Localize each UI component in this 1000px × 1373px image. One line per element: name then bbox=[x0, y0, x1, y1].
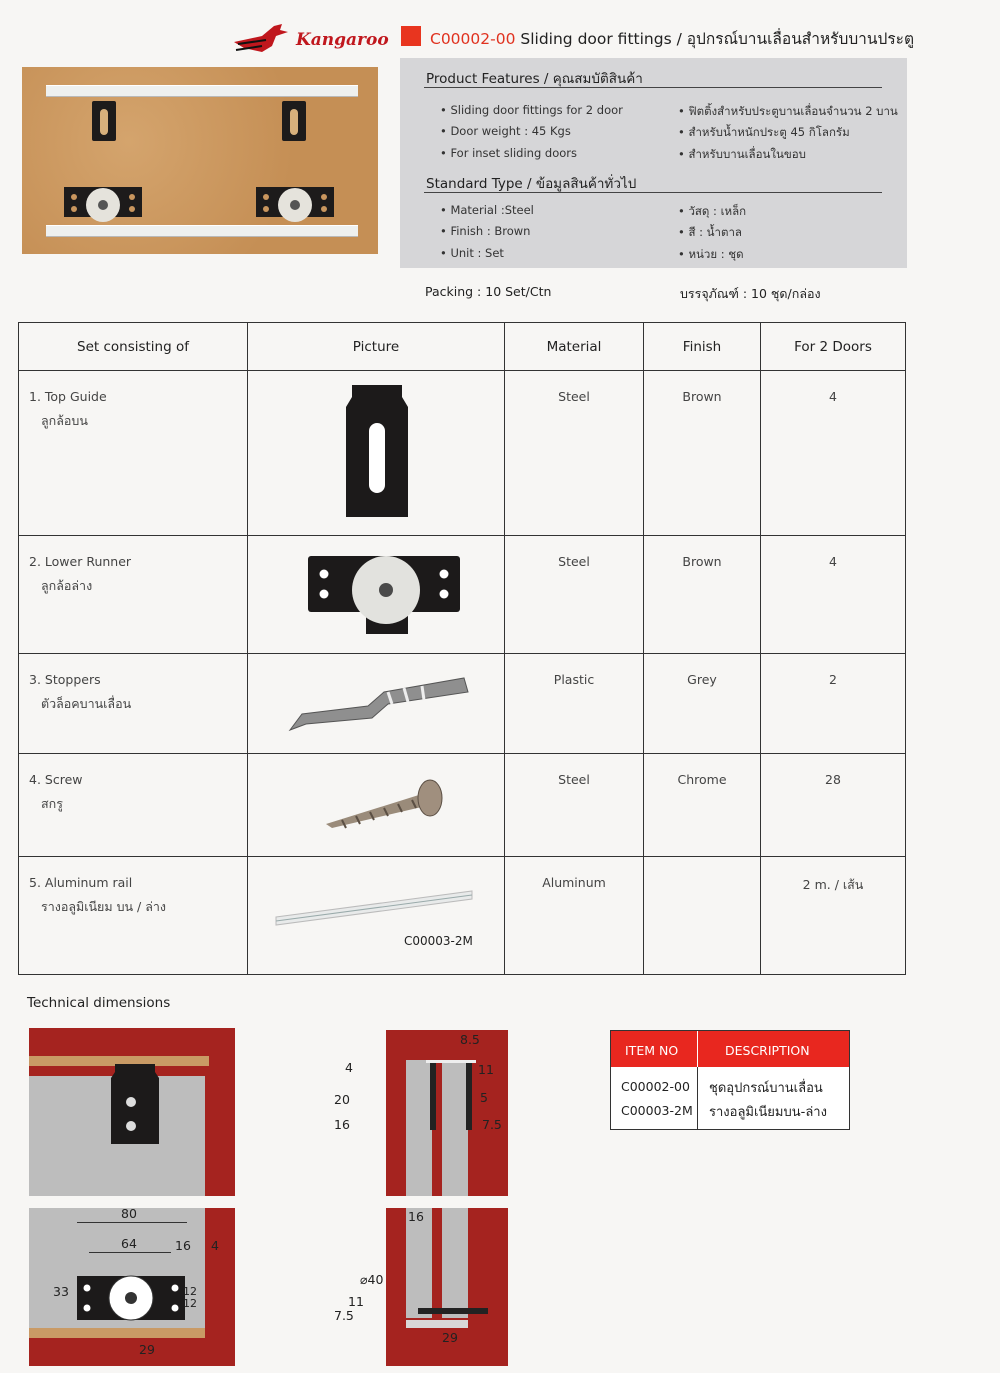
item-qty: 4 bbox=[761, 536, 906, 654]
product-title: Sliding door fittings / อุปกรณ์บานเลื่อนสำหรับบานประตู bbox=[520, 30, 915, 48]
standard-item: • Finish : Brown bbox=[440, 224, 531, 238]
feature-item: • Door weight : 45 Kgs bbox=[440, 124, 571, 138]
packing-en: Packing : 10 Set/Ctn bbox=[425, 284, 552, 299]
item-picture bbox=[248, 654, 505, 754]
feature-item: • Sliding door fittings for 2 door bbox=[440, 103, 623, 117]
col-set: Set consisting of bbox=[19, 323, 248, 371]
dim-label: 4 bbox=[345, 1060, 353, 1075]
item-material: Steel bbox=[505, 754, 644, 857]
rail-code: C00003-2M bbox=[404, 934, 473, 948]
legend-desc: ชุดอุปกรณ์บานเลื่อน bbox=[709, 1081, 823, 1096]
legend-col-item: ITEM NO bbox=[625, 1043, 679, 1058]
divider bbox=[424, 87, 882, 88]
feature-item-thai: • สำหรับน้ำหนักประตู 45 กิโลกรัม bbox=[678, 125, 850, 139]
table-row bbox=[19, 654, 906, 754]
item-qty: 2 m. / เส้น bbox=[761, 857, 906, 975]
dim-label: 29 bbox=[442, 1330, 458, 1345]
top-guide-photo-icon bbox=[280, 99, 308, 143]
dim-label: 16 bbox=[408, 1209, 424, 1224]
components-table bbox=[18, 322, 906, 975]
item-finish: Chrome bbox=[644, 754, 761, 857]
standard-item-thai: • วัสดุ : เหล็ก bbox=[678, 204, 747, 218]
lower-runner-icon bbox=[306, 550, 466, 640]
item-name: 4. Screw bbox=[29, 772, 83, 787]
divider bbox=[424, 192, 882, 193]
page-title bbox=[430, 26, 914, 51]
item-qty: 2 bbox=[761, 654, 906, 754]
dim-label: 11 bbox=[348, 1294, 364, 1309]
item-name-thai: สกรู bbox=[41, 796, 63, 811]
col-material: Material bbox=[505, 323, 644, 371]
item-name: 1. Top Guide bbox=[29, 389, 107, 404]
legend-header bbox=[611, 1031, 849, 1067]
legend-col-desc: DESCRIPTION bbox=[725, 1043, 810, 1058]
item-name-thai: ลูกล้อล่าง bbox=[41, 578, 93, 593]
dim-label: 12 bbox=[183, 1285, 197, 1298]
dim-label: 11 bbox=[478, 1062, 494, 1077]
table-header-row bbox=[19, 323, 906, 371]
table-row bbox=[19, 857, 906, 975]
dim-label: 7.5 bbox=[334, 1308, 354, 1323]
top-guide-icon bbox=[344, 383, 410, 523]
top-guide-drawing bbox=[29, 1028, 235, 1196]
standard-heading: Standard Type / ข้อมูลสินค้าทั่วไป bbox=[426, 176, 637, 192]
item-material: Plastic bbox=[505, 654, 644, 754]
feature-item-thai: • สำหรับบานเลื่อนในขอบ bbox=[678, 147, 806, 161]
legend-body bbox=[611, 1067, 849, 1129]
col-qty: For 2 Doors bbox=[761, 323, 906, 371]
dim-label: 20 bbox=[334, 1092, 350, 1107]
top-rail bbox=[46, 85, 358, 97]
dim-label: 33 bbox=[53, 1284, 69, 1299]
item-material: Aluminum bbox=[505, 857, 644, 975]
item-finish: Brown bbox=[644, 371, 761, 536]
top-guide-drawing-icon bbox=[109, 1062, 161, 1146]
col-picture: Picture bbox=[248, 323, 505, 371]
bottom-rail bbox=[46, 225, 358, 237]
item-name: 3. Stoppers bbox=[29, 672, 101, 687]
dim-label: 12 bbox=[183, 1297, 197, 1310]
item-picture bbox=[248, 857, 505, 975]
col-finish: Finish bbox=[644, 323, 761, 371]
item-legend bbox=[610, 1030, 850, 1130]
packing-th: บรรจุภัณฑ์ : 10 ชุด/กล่อง bbox=[680, 286, 821, 301]
item-picture bbox=[248, 536, 505, 654]
dim-label: 7.5 bbox=[482, 1117, 502, 1132]
features-panel bbox=[400, 58, 907, 268]
item-finish: Grey bbox=[644, 654, 761, 754]
table-row bbox=[19, 371, 906, 536]
table-row bbox=[19, 536, 906, 654]
dim-label: 16 bbox=[175, 1238, 191, 1253]
brand-name: Kangaroo bbox=[296, 30, 389, 50]
item-finish bbox=[644, 857, 761, 975]
item-name-thai: ตัวล็อคบานเลื่อน bbox=[41, 696, 132, 711]
dim-label: 5 bbox=[480, 1090, 488, 1105]
dim-label: 29 bbox=[139, 1342, 155, 1357]
item-picture bbox=[248, 754, 505, 857]
dim-label: 8.5 bbox=[460, 1032, 480, 1047]
feature-item-thai: • ฟิตติ้งสำหรับประตูบานเลื่อนจำนวน 2 บาน bbox=[678, 104, 898, 118]
item-name: 2. Lower Runner bbox=[29, 554, 132, 569]
tech-heading: Technical dimensions bbox=[27, 995, 171, 1011]
legend-desc: รางอลูมิเนียมบน-ล่าง bbox=[709, 1105, 827, 1120]
kangaroo-logo bbox=[232, 22, 389, 58]
item-name-thai: ลูกล้อบน bbox=[41, 413, 88, 428]
top-guide-photo-icon bbox=[90, 99, 118, 143]
aluminum-rail-icon bbox=[274, 887, 474, 927]
product-code: C00002-00 bbox=[430, 30, 516, 48]
item-material: Steel bbox=[505, 536, 644, 654]
item-qty: 4 bbox=[761, 371, 906, 536]
kangaroo-icon bbox=[232, 22, 296, 58]
product-photo bbox=[22, 67, 378, 254]
item-name-thai: รางอลูมิเนียม บน / ล่าง bbox=[41, 899, 167, 914]
legend-item: C00003-2M bbox=[621, 1103, 693, 1118]
dim-label: 80 bbox=[121, 1206, 137, 1221]
standard-item: • Material :Steel bbox=[440, 203, 534, 217]
top-section-drawing bbox=[386, 1030, 508, 1196]
item-finish: Brown bbox=[644, 536, 761, 654]
standard-item-thai: • หน่วย : ชุด bbox=[678, 247, 744, 261]
table-row bbox=[19, 754, 906, 857]
title-marker bbox=[401, 26, 421, 46]
lower-runner-drawing-icon bbox=[75, 1270, 187, 1334]
dim-label: 64 bbox=[121, 1236, 137, 1251]
stopper-icon bbox=[288, 674, 478, 736]
lower-runner-photo-icon bbox=[254, 183, 336, 225]
item-picture bbox=[248, 371, 505, 536]
lower-runner-drawing bbox=[29, 1208, 235, 1366]
features-heading: Product Features / คุณสมบัติสินค้า bbox=[426, 71, 643, 87]
item-qty: 28 bbox=[761, 754, 906, 857]
legend-item: C00002-00 bbox=[621, 1079, 690, 1094]
standard-item: • Unit : Set bbox=[440, 246, 504, 260]
dim-label: ⌀40 bbox=[360, 1272, 384, 1287]
dim-label: 16 bbox=[334, 1117, 350, 1132]
item-material: Steel bbox=[505, 371, 644, 536]
dim-label: 4 bbox=[211, 1238, 219, 1253]
feature-item: • For inset sliding doors bbox=[440, 146, 578, 160]
standard-item-thai: • สี : น้ำตาล bbox=[678, 225, 742, 239]
lower-runner-photo-icon bbox=[62, 183, 144, 225]
item-name: 5. Aluminum rail bbox=[29, 875, 133, 890]
screw-icon bbox=[322, 778, 450, 834]
